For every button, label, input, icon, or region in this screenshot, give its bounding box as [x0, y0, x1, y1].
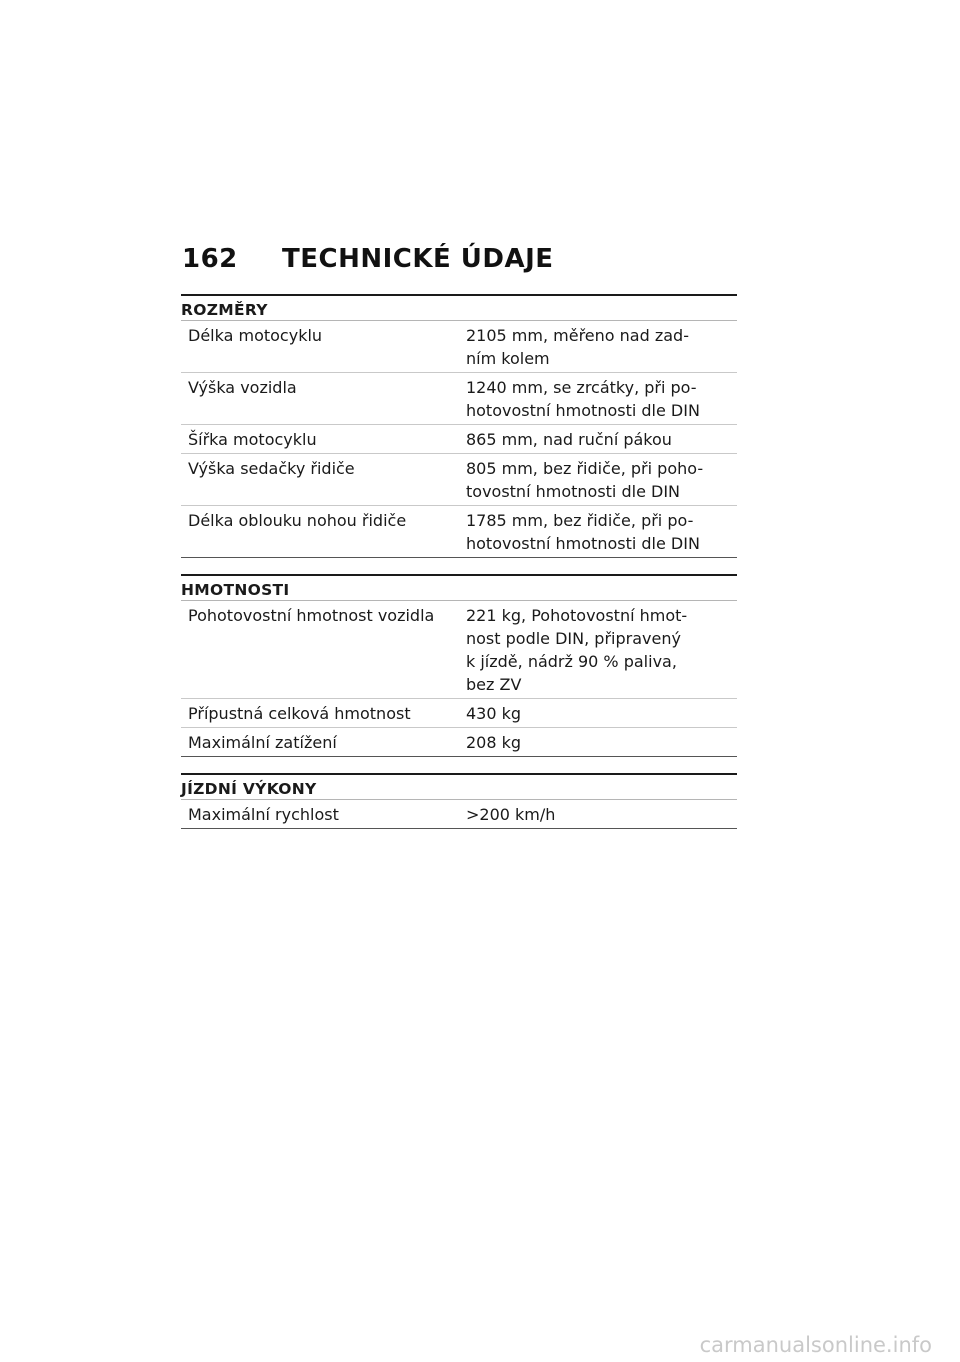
page-title: TECHNICKÉ ÚDAJE [282, 244, 554, 274]
section-dimensions [181, 294, 737, 558]
spec-label: Pohotovostní hmotnost vozidla [188, 606, 435, 625]
spec-value: 208 kg [466, 733, 522, 752]
section-heading: HMOTNOSTI [181, 574, 737, 601]
spec-value: 2105 mm, měřeno nad zad- ním kolem [466, 326, 689, 368]
table-row [181, 800, 737, 829]
table-row [181, 601, 737, 699]
section-heading: JÍZDNÍ VÝKONY [181, 773, 737, 800]
table-row [181, 373, 737, 425]
spec-content [181, 294, 737, 845]
spec-label: Výška sedačky řidiče [188, 459, 355, 478]
table-row [181, 728, 737, 757]
table-row [181, 506, 737, 558]
spec-value: 1240 mm, se zrcátky, při po- hotovostní hmotnosti dle DIN [466, 378, 700, 420]
spec-value: 865 mm, nad ruční pákou [466, 430, 672, 449]
spec-value: 1785 mm, bez řidiče, při po- hotovostní hmotnosti dle DIN [466, 511, 700, 553]
spec-label: Maximální zatížení [188, 733, 337, 752]
spec-label: Výška vozidla [188, 378, 297, 397]
spec-label: Délka motocyklu [188, 326, 323, 345]
spec-value: >200 km/h [466, 805, 556, 824]
spec-label: Maximální rychlost [188, 805, 339, 824]
spec-label: Délka oblouku nohou řidiče [188, 511, 407, 530]
section-weights [181, 574, 737, 757]
watermark: carmanualsonline.info [699, 1333, 932, 1357]
spec-label: Přípustná celková hmotnost [188, 704, 411, 723]
table-row [181, 321, 737, 373]
spec-value: 430 kg [466, 704, 522, 723]
page-header [182, 244, 742, 274]
table-row [181, 454, 737, 506]
table-row [181, 425, 737, 454]
table-row [181, 699, 737, 728]
spec-value: 805 mm, bez řidiče, při poho- tovostní hmotnosti dle DIN [466, 459, 704, 501]
page-number: 162 [182, 244, 238, 274]
section-performance [181, 773, 737, 829]
section-heading: ROZMĚRY [181, 294, 737, 321]
spec-value: 221 kg, Pohotovostní hmot- nost podle DIN, připravený k jízdě, nádrž 90 % paliva, bez ZV [466, 606, 688, 694]
spec-label: Šířka motocyklu [188, 430, 317, 449]
